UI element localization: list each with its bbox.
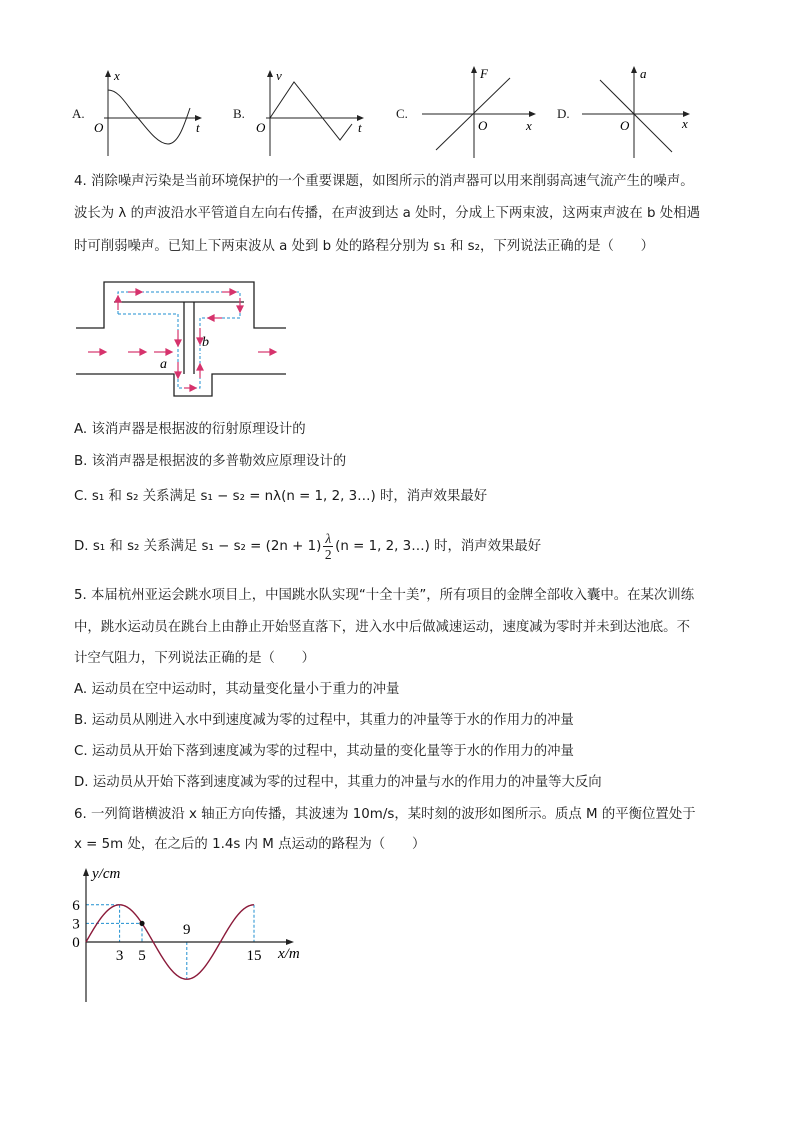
- q4-option-d-denominator: 2: [324, 547, 332, 562]
- q4-stem-line2: 波长为 λ 的声波沿水平管道自左向右传播，在声波到达 a 处时，分成上下两束波，这两束声波在 b 处相遇: [74, 206, 700, 221]
- point-m-marker: [139, 921, 144, 926]
- q3-option-a-letter: A.: [72, 106, 85, 121]
- x-tick-15: 15: [246, 948, 262, 964]
- q4-stem-line3: 时可削弱噪声。已知上下两束波从 a 处到 b 处的路程分别为 s₁ 和 s₂，下列说法正确的是（ ）: [74, 239, 655, 254]
- x-tick-5: 5: [138, 948, 146, 964]
- q4-label-a: a: [160, 357, 167, 372]
- q4-option-c[interactable]: C. s₁ 和 s₂ 关系满足 s₁ − s₂ = nλ(n = 1, 2, 3…) 时，消声效果最好: [74, 489, 488, 504]
- q6-stem-line1: 6. 一列简谐横波沿 x 轴正方向传播，其波速为 10m/s，某时刻的波形如图所示。质点 M 的平衡位置处于: [74, 807, 696, 822]
- y-tick-3: 3: [72, 916, 80, 933]
- x-tick-9: 9: [183, 922, 191, 938]
- q4-option-a[interactable]: A. 该消声器是根据波的衍射原理设计的: [74, 422, 306, 437]
- q3-d-origin: O: [620, 118, 630, 133]
- q3-a-origin: O: [94, 120, 104, 135]
- q3-c-ylabel: F: [480, 66, 488, 81]
- q3-c-xlabel: x: [526, 118, 532, 133]
- q5-option-d[interactable]: D. 运动员从开始下落到速度减为零的过程中，其重力的冲量与水的作用力的冲量等大反向: [74, 775, 602, 790]
- q3-b-origin: O: [256, 120, 266, 135]
- x-tick-3: 3: [115, 948, 124, 964]
- q5-stem-line2: 中，跳水运动员在跳台上由静止开始竖直落下，进入水中后做减速运动，速度减为零时并未到达池底。不: [74, 620, 690, 635]
- q4-option-d-fraction: [323, 531, 333, 562]
- q5-option-c[interactable]: C. 运动员从开始下落到速度减为零的过程中，其动量的变化量等于水的作用力的冲量: [74, 744, 574, 759]
- q5-option-a[interactable]: A. 运动员在空中运动时，其动量变化量小于重力的冲量: [74, 682, 400, 697]
- q3-graph-c[interactable]: [418, 64, 543, 160]
- q4-option-d-numerator: λ: [325, 531, 332, 546]
- y-axis-label: y/cm: [92, 866, 121, 882]
- x-axis-label: x/m: [278, 946, 300, 962]
- q4-option-d-post: (n = 1, 2, 3…) 时，消声效果最好: [335, 538, 542, 554]
- q5-option-b[interactable]: B. 运动员从刚进入水中到速度减为零的过程中，其重力的冲量等于水的作用力的冲量: [74, 713, 574, 728]
- q3-b-ylabel: v: [276, 68, 282, 83]
- q3-option-c-letter: C.: [396, 106, 408, 121]
- q4-option-d[interactable]: [74, 531, 541, 562]
- q4-stem-line1: 4. 消除噪声污染是当前环境保护的一个重要课题，如图所示的消声器可以用来削弱高速气流产生的噪声。: [74, 174, 694, 189]
- q3-graphs: [0, 60, 794, 160]
- q6-wave-chart: [66, 862, 316, 1008]
- q3-graph-a[interactable]: [90, 68, 210, 158]
- q3-option-b-letter: B.: [233, 106, 245, 121]
- q3-option-d-letter: D.: [557, 106, 570, 121]
- q3-graph-d[interactable]: [578, 64, 698, 160]
- q4-option-b[interactable]: B. 该消声器是根据波的多普勒效应原理设计的: [74, 454, 347, 469]
- q5-stem-line1: 5. 本届杭州亚运会跳水项目上，中国跳水队实现“十全十美”，所有项目的金牌全部收入囊中。在某次训练: [74, 588, 695, 603]
- y-tick-6: 6: [72, 897, 80, 914]
- q3-d-xlabel: x: [682, 116, 688, 131]
- q3-graph-b[interactable]: [252, 68, 372, 158]
- q4-label-b: b: [202, 335, 209, 350]
- q3-a-ylabel: x: [114, 68, 120, 83]
- q5-stem-line3: 计空气阻力，下列说法正确的是（ ）: [74, 651, 316, 666]
- q3-a-xlabel: t: [196, 120, 200, 135]
- y-tick-0: 0: [72, 935, 80, 951]
- q4-muffler-figure: [72, 278, 292, 402]
- q3-d-ylabel: a: [640, 66, 647, 81]
- q6-stem-line2: x = 5m 处，在之后的 1.4s 内 M 点运动的路程为（ ）: [74, 837, 426, 852]
- q3-c-origin: O: [478, 118, 488, 133]
- q4-option-d-pre: D. s₁ 和 s₂ 关系满足 s₁ − s₂ = (2n + 1): [74, 538, 322, 554]
- q3-b-xlabel: t: [358, 120, 362, 135]
